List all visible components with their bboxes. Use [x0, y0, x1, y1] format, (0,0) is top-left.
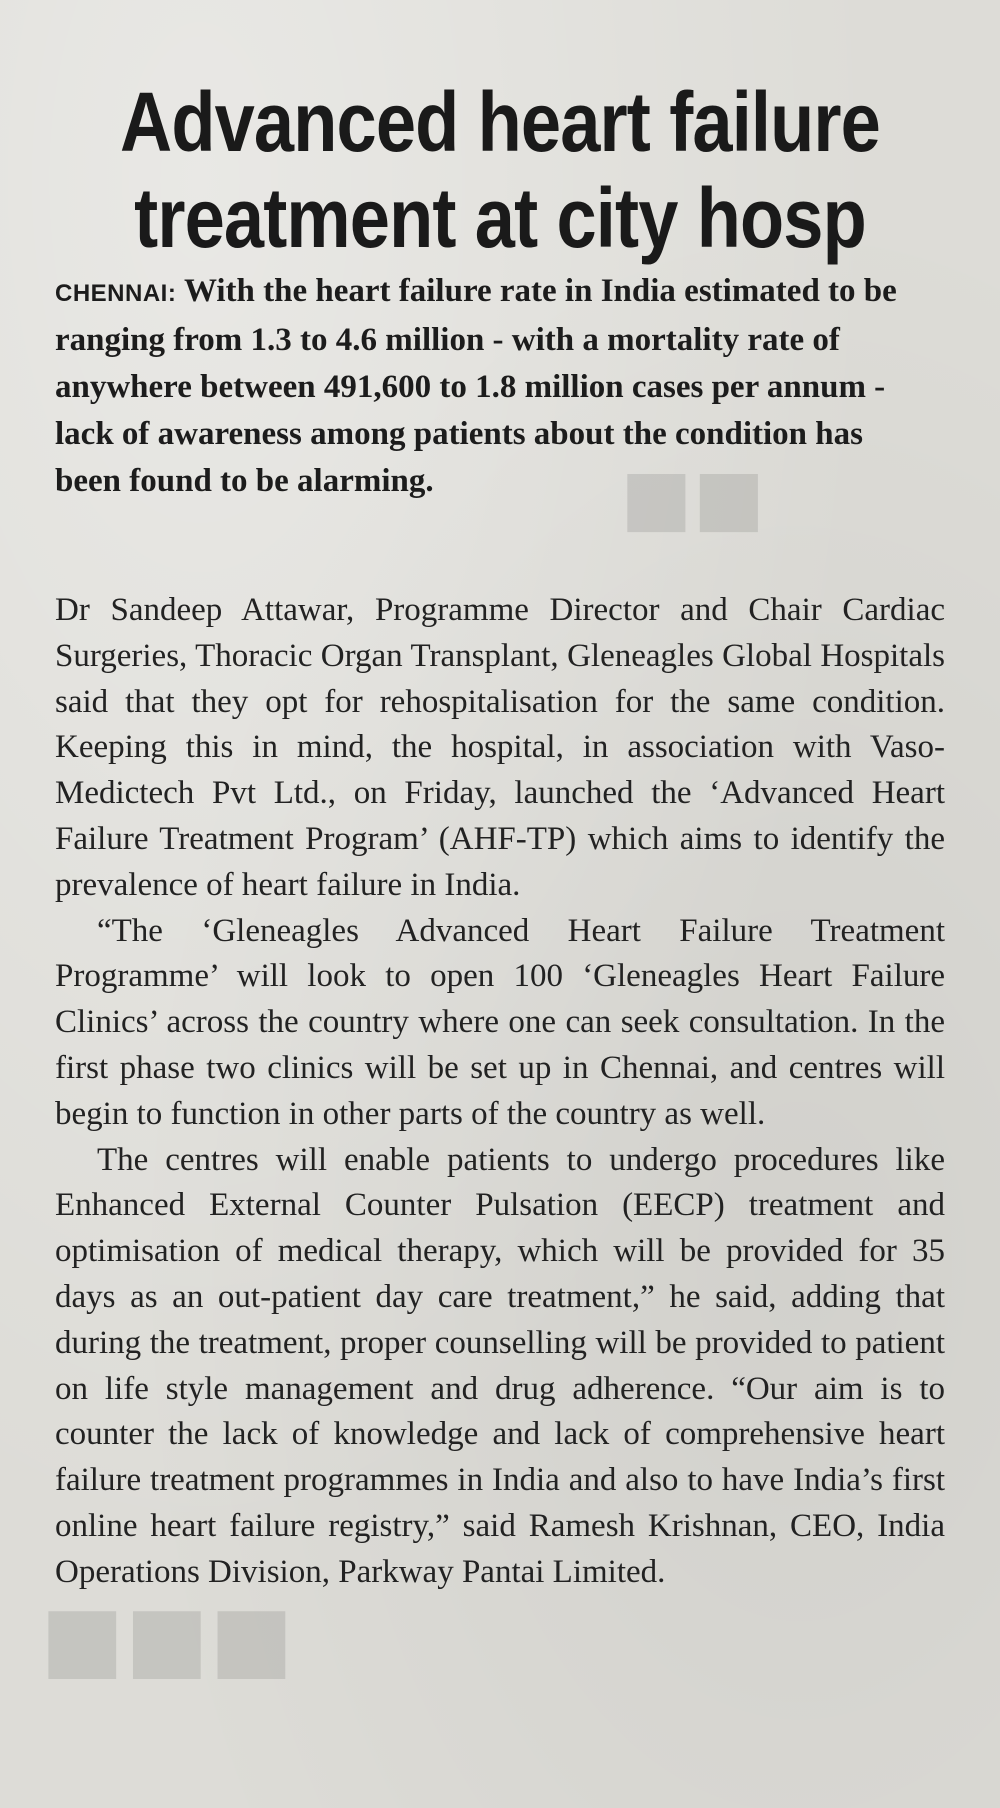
- body-paragraph: Dr Sandeep Attawar, Programme Director and Chair Cardiac Surgeries, Thoracic Organ Transplant, Gleneagles Global Hospitals said that they opt for rehospitalisation for the same condition. Keeping this in mind, the hospital, in association with Vaso-Medictech Pvt Ltd., on Friday, launched the ‘Advanced Heart Failure Treatment Program’ (AHF-TP) which aims to identify the prevalence of heart failure in India.: [55, 592, 945, 903]
- body-paragraph: The centres will enable patients to undergo procedures like Enhanced External Counter Pulsation (EECP) treatment and optimisation of medical therapy, which will be provided for 35 days as an out-patient day care treatment,” he said, adding that during the treatment, proper counselling will be provided to patient on life style management and drug adherence. “Our aim is to counter the lack of knowledge and lack of comprehensive heart failure treatment programmes in India and also to have India’s first online heart failure registry,” said Ramesh Krishnan, CEO, India Operations Division, Parkway Pantai Limited.: [55, 1141, 945, 1590]
- dateline: CHENNAI:: [55, 280, 177, 307]
- headline-line-1: Advanced heart failure: [120, 75, 880, 170]
- body-paragraph: “The ‘Gleneagles Advanced Heart Failure Treatment Programme’ will look to open 100 ‘Gleneagles Heart Failure Clinics’ across the country where one can seek consultation. In the first phase two clinics will be set up in Chennai, and centres will begin to function in other parts of the country as well.: [55, 912, 945, 1132]
- headline: [70, 74, 930, 266]
- lead-paragraph: [55, 268, 935, 505]
- article-body: [55, 588, 945, 1596]
- lead-text: With the heart failure rate in India estimated to be ranging from 1.3 to 4.6 million - with a mortality rate of anywhere between 491,600 to 1.8 million cases per annum - lack of awareness among patients about the condition has been found to be alarming.: [55, 273, 897, 499]
- headline-line-2: treatment at city hosp: [134, 171, 866, 266]
